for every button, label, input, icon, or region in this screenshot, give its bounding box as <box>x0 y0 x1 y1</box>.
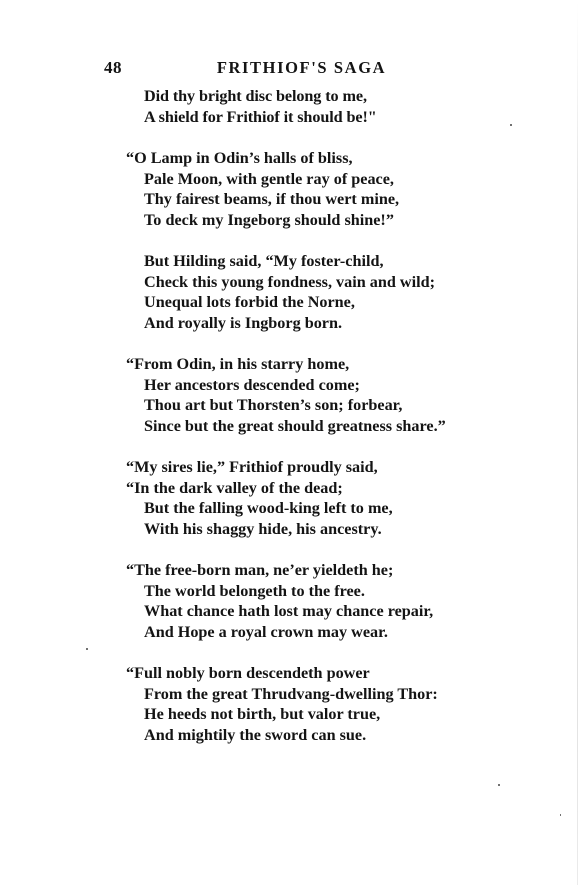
poem-line: Thy fairest beams, if thou wert mine, <box>144 190 400 208</box>
running-title: FRITHIOF'S SAGA <box>216 58 387 77</box>
paper-speck <box>498 784 500 786</box>
poem-line: What chance hath lost may chance repair, <box>144 602 434 620</box>
poem-line: Unequal lots forbid the Norne, <box>144 293 355 311</box>
poem-line: From the great Thrudvang-dwelling Thor: <box>144 684 438 703</box>
poem-line: To deck my Ingeborg should shine!” <box>144 210 394 229</box>
stanza <box>126 354 566 436</box>
stanza <box>126 663 566 745</box>
poem-line: Pale Moon, with gentle ray of peace, <box>144 169 394 188</box>
poem-line: And Hope a royal crown may wear. <box>144 622 388 641</box>
stanza <box>126 560 566 642</box>
poem-body <box>126 86 566 766</box>
poem-line: “The free-born man, ne’er yieldeth he; <box>126 561 394 579</box>
poem-line: He heeds not birth, but valor true, <box>144 705 381 723</box>
poem-line: “From Odin, in his starry home, <box>126 355 350 373</box>
poem-line: The world belongeth to the free. <box>144 581 365 600</box>
poem-line: Thou art but Thorsten’s son; forbear, <box>144 396 403 414</box>
page-number: 48 <box>104 58 122 77</box>
poem-line: Check this young fondness, vain and wild; <box>144 272 436 291</box>
poem-line: “Full nobly born descendeth power <box>126 664 370 682</box>
poem-line: Her ancestors descended come; <box>144 375 360 394</box>
poem-line: “In the dark valley of the dead; <box>126 478 343 497</box>
poem-line: Did thy bright disc belong to me, <box>144 87 367 105</box>
poem-line: And royally is Ingborg born. <box>144 313 343 332</box>
poem-line: And mightily the sword can sue. <box>144 725 367 744</box>
stanza <box>126 251 566 333</box>
stanza <box>126 457 566 539</box>
poem-line: With his shaggy hide, his ancestry. <box>144 519 382 538</box>
paper-speck <box>560 814 561 816</box>
poem-line: “My sires lie,” Frithiof proudly said, <box>126 458 378 476</box>
poem-line: But the falling wood-king left to me, <box>144 499 393 517</box>
stanza <box>126 86 566 127</box>
page-edge-shadow <box>577 0 578 885</box>
poem-line: But Hilding said, “My foster-child, <box>144 252 384 270</box>
paper-speck <box>510 124 512 126</box>
poem-line: A shield for Frithiof it should be!" <box>144 107 377 126</box>
paper-speck <box>86 648 88 650</box>
poem-line: Since but the great should greatness share.” <box>144 416 446 435</box>
poem-line: “O Lamp in Odin’s halls of bliss, <box>126 149 353 167</box>
stanza <box>126 148 566 230</box>
